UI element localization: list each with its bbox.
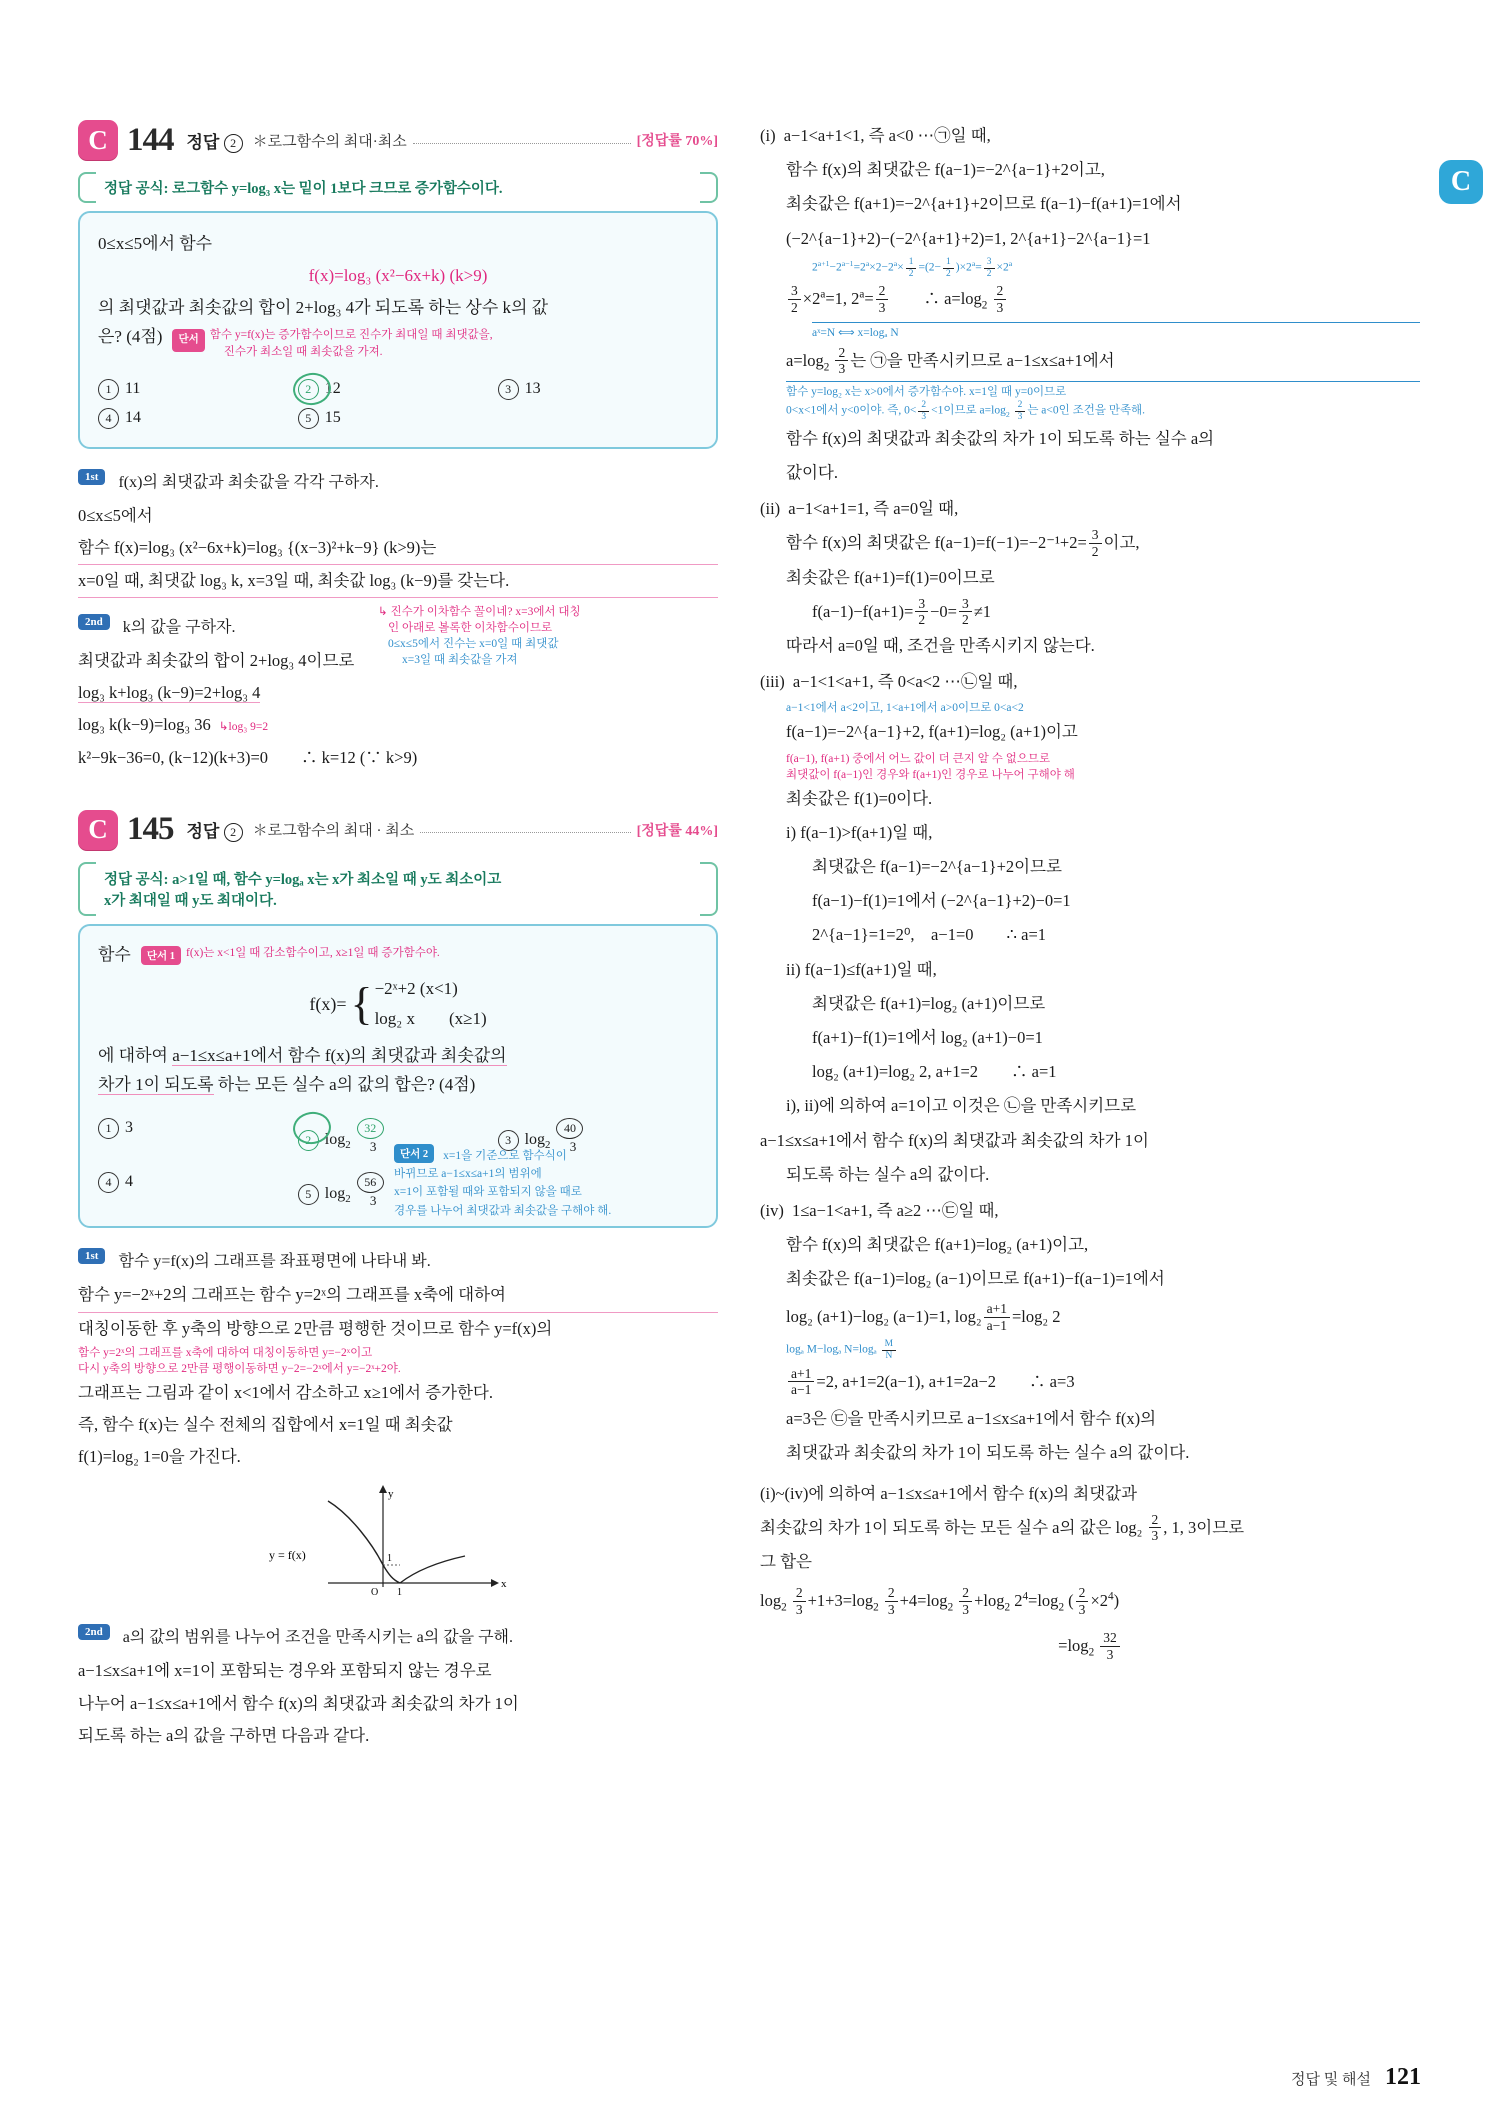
- conclusion-line2b: , 1, 3이므로: [1163, 1517, 1245, 1537]
- case-ii-line2: 함수 f(x)의 최댓값은 f(a−1)=f(−1)=−2⁻¹+2= $\frac{3}{2}$ 이고,: [786, 527, 1140, 559]
- choice-5-label: 15: [324, 408, 341, 426]
- problem-145: [78, 810, 718, 1752]
- case-ii-line4b: −0=: [930, 601, 957, 621]
- case-iii-line3: 최솟값은 f(1)=0이다.: [786, 788, 933, 808]
- problem-144: [78, 120, 718, 774]
- case-iv-label: (iv): [760, 1200, 784, 1220]
- x-axis-label: x: [501, 1578, 507, 1591]
- bracket-right: [700, 172, 718, 203]
- bracket-left-145: [78, 862, 96, 916]
- sol-line-b3: [78, 709, 718, 741]
- conclusion-line5: $=\log_2$ $\frac{32}{3}$: [760, 1625, 1420, 1668]
- case-i-label: (i): [760, 126, 776, 145]
- answer-label-145: 정답: [186, 822, 220, 842]
- formula-tip-145: [78, 864, 718, 914]
- case-ii-line5: 따라서 a=0일 때, 조건을 만족시키지 않는다.: [786, 636, 1095, 655]
- hint-note-2b: 바뀌므로 a−1≤x≤a+1의 범위에: [394, 1168, 542, 1181]
- case-i-line7: 함수 f(x)의 최댓값과 최솟값의 차가 1이 되도록 하는 실수 a의: [786, 428, 1215, 448]
- choice-3-num: 3: [498, 379, 519, 400]
- case-iii-note2: f(a−1), f(a+1) 중에서 어느 값이 더 큰지 알 수 없으므로: [786, 752, 1051, 765]
- step-2-header-145: [78, 1624, 718, 1647]
- y-axis-label: y: [388, 1488, 394, 1501]
- sol-line-b3-note: ↳log₃ 9=2: [218, 721, 269, 734]
- answer-choice-145: 2: [224, 823, 243, 842]
- leader-dots-145: [420, 820, 630, 833]
- choice-4[interactable]: [98, 404, 298, 433]
- case-iv-line2: 함수 f(x)의 최댓값은 f(a+1)=log₂ (a+1)이고,: [786, 1235, 1089, 1255]
- sol-145-note1: 함수 y=2ˣ의 그래프를 x축에 대하여 대칭이동하면 y=−2ˣ이고: [78, 1346, 373, 1359]
- case-iii-line5: a−1≤x≤a+1에서 함수 f(x)의 최댓값과 최솟값의 차가 1이: [760, 1130, 1149, 1150]
- q145-l3-b: a−1≤x≤a+1에서 함수 f(x)의 최댓값과 최솟값의: [172, 1045, 507, 1065]
- sol-line-b3-text: log₃ k(k−9)=log₃ 36: [78, 715, 211, 735]
- step-1-text-145: 함수 y=f(x)의 그래프를 좌표평면에 나타내 봐.: [118, 1253, 431, 1271]
- conclusion-line3: 그 합은: [760, 1552, 812, 1572]
- choice-4-num: 4: [98, 408, 119, 429]
- step-1-header-144: [78, 469, 718, 492]
- choice-2[interactable]: [298, 375, 498, 404]
- origin-label: O: [371, 1587, 379, 1599]
- choice-5-num: 5: [298, 408, 319, 429]
- piecewise-branches: [375, 974, 487, 1035]
- sol-line-b2: [78, 677, 718, 709]
- case-iii-note3: 최댓값이 f(a−1)인 경우와 f(a+1)인 경우로 나누어 구해야 해: [786, 768, 1075, 781]
- hint-note-line1: 함수 y=f(x)는 증가함수이므로 진수가 최대일 때 최댓값을,: [209, 329, 493, 342]
- step-1-header-145: [78, 1248, 718, 1271]
- step-2-tag: 2nd: [78, 614, 110, 630]
- right-column: [760, 120, 1420, 1670]
- case-iii-i-line1: i) f(a−1)>f(a+1)일 때,: [786, 822, 933, 842]
- curve-label: y = f(x): [269, 1548, 306, 1563]
- sol-145-note2: 다시 y축의 방향으로 2만큼 평행이동하면 y−2=−2ˣ에서 y=−2ˣ+2야.: [78, 1362, 401, 1375]
- case-ii-line2a: 함수 f(x)의 최댓값은 f(a−1)=f(−1)=−2⁻¹+2=: [786, 533, 1087, 553]
- problem-number-145: 145: [127, 811, 174, 848]
- choice-list-144: [98, 375, 698, 433]
- choice-145-4-num: 4: [98, 1172, 119, 1193]
- question-145-line3: [98, 1041, 698, 1071]
- step-2-side-note: [378, 604, 638, 668]
- choice-2-num: 2: [298, 379, 319, 400]
- hint-note-2d: 경우를 나누어 최댓값과 최솟값을 구해야 해.: [394, 1204, 612, 1217]
- q145-l3-a: 에 대하여: [98, 1045, 173, 1065]
- question-145-head-row: [98, 940, 698, 970]
- case-i-line1: a−1<a+1<1, 즉 a<0 ⋯㉠일 때,: [783, 126, 991, 145]
- y-tick-1: 1: [387, 1553, 392, 1565]
- leader-dots: [413, 131, 631, 144]
- function-notation: f(x)=: [309, 993, 347, 1014]
- case-iii-i-line3: f(a−1)−f(1)=1에서 (−2^{a−1}+2)−0=1: [812, 891, 1071, 911]
- question-line-2: f(x)=log₃ (x²−6x+k) (k>9): [308, 265, 488, 285]
- choice-145-4-label: 4: [125, 1173, 133, 1191]
- hint-note-2c: x=1이 포함될 때와 포함되지 않을 때로: [394, 1186, 582, 1199]
- case-ii-line4c: ≠1: [973, 601, 992, 621]
- choice-4-label: 14: [125, 408, 141, 426]
- case-iv-line4-text: log₂ (a+1)−log₂ (a−1)=1, log₂ $\frac{a+1}{a-1}$ =log₂ 2: [786, 1301, 1061, 1333]
- conclusion-line4: $\log_2$ $\frac{2}{3}$ $+1+3=\log_2$ $\frac{2}{3}$ $+4=\log_2$ $\frac{2}{3}$ $+\log_2$ $2^4=\log_2$ ( $\frac{2}{3}$ $\times 2^4$): [760, 1585, 1120, 1617]
- case-ii-line1: a−1<a+1=1, 즉 a=0일 때,: [788, 499, 959, 519]
- case-iv-line6: a=3은 ㉢을 만족시키므로 a−1≤x≤a+1에서 함수 f(x)의: [786, 1409, 1157, 1429]
- case-i-line2: 함수 f(x)의 최댓값은 f(a−1)=−2^{a−1}+2이고,: [786, 160, 1105, 180]
- sol-line-a2: 함수 f(x)=log₃ (x²−6x+k)=log₃ {(x−3)²+k−9} (k>9)는: [78, 532, 718, 565]
- sol-145-d3: 되도록 하는 a의 값을 구하면 다음과 같다.: [78, 1725, 370, 1745]
- case-iii-note1: a−1<1에서 a<2이고, 1<a+1에서 a>0이므로 0<a<2: [786, 702, 1024, 715]
- sol-145-c1: 함수 y=−2ˣ+2의 그래프는 함수 y=2ˣ의 그래프를 x축에 대하여: [78, 1279, 718, 1312]
- q145-l4-b: 하는 모든 실수 a의 값의 합은? (4점): [213, 1075, 476, 1095]
- problem-badge: C: [78, 120, 118, 160]
- case-iv-note1-text: logₐ M−logₐ N=logₐ: [786, 1343, 877, 1356]
- case-i-line6: $a=\log_2$ $\frac{2}{3}$ 는 ㉠을 만족시키므로 a−1≤x≤a+1에서: [786, 344, 1115, 377]
- sol-145-c2: 대칭이동한 후 y축의 방향으로 2만큼 평행한 것이므로 함수 y=f(x)의: [78, 1318, 553, 1338]
- case-iii-i-line2: 최댓값은 f(a−1)=−2^{a−1}+2이므로: [812, 857, 1062, 877]
- piece-2: log₂ x (x≥1): [374, 1009, 487, 1029]
- choice-1-label: 11: [125, 379, 141, 397]
- solution-144-part1: [78, 500, 718, 599]
- sol-145-d1: a−1≤x≤a+1에 x=1이 포함되는 경우와 포함되지 않는 경우로: [78, 1661, 492, 1681]
- case-i-line5: $\frac{3}{2}$ $\times 2^a=1$, $2^a=$ $\frac{2}{3}$ ∴ $a=\log_2$ $\frac{2}{3}$: [786, 279, 1420, 319]
- case-i-note2: aˣ=N ⟺ x=logₐ N: [812, 322, 1420, 341]
- question-line-1: 0≤x≤5에서 함수: [98, 234, 213, 253]
- brace-icon: {: [350, 977, 373, 1029]
- case-i-note4: 0<x<1에서 y<0이야. 즉, 0< $\frac{2}{3}$ <1이므로 $a=\log_2$ $\frac{2}{3}$ 는 a<0인 조건을 만족해.: [786, 400, 1146, 422]
- choice-145-3-num: 3: [498, 1130, 519, 1151]
- bracket-right-145: [700, 862, 718, 916]
- conclusion-line2: 최솟값의 차가 1이 되도록 하는 모든 실수 a의 값은 log₂ $\frac{2}{3}$ , 1, 3이므로: [760, 1511, 1245, 1544]
- choice-145-5-num: 5: [298, 1184, 319, 1205]
- sol-line-b1: 최댓값과 최솟값의 합이 2+log₃ 4이므로: [78, 651, 355, 671]
- choice-1-num: 1: [98, 379, 119, 400]
- choice-145-4[interactable]: [98, 1168, 298, 1212]
- formula-tip-144: [78, 174, 718, 201]
- problem-number: 144: [127, 121, 174, 158]
- sol-line-a3: x=0일 때, 최댓값 log₃ k, x=3일 때, 최솟값 log₃ (k−9)를 갖는다.: [78, 565, 718, 598]
- step-1-text: f(x)의 최댓값과 최솟값을 각각 구하자.: [118, 473, 379, 491]
- case-iii-i-line4: 2^{a−1}=1=2⁰, a−1=0 ∴ a=1: [812, 925, 1046, 945]
- case-iii-line2-text: f(a−1)=−2^{a−1}+2, f(a+1)=log₂ (a+1)이고: [786, 722, 1078, 742]
- answer-label: 정답: [186, 132, 220, 152]
- side-note-c: 0≤x≤5에서 진수는 x=0일 때 최댓값: [388, 638, 559, 651]
- side-note-a: 진수가 이차함수 꼴이네? x=3에서 대칭: [390, 606, 581, 619]
- choice-145-2-num: 2: [298, 1130, 319, 1151]
- y-axis-arrow: [379, 1485, 387, 1493]
- case-ii-line4a: f(a−1)−f(a+1)=: [812, 601, 914, 621]
- hint-tag-2: 단서 2: [394, 1144, 434, 1163]
- hint-tag-1: 단서 1: [141, 946, 181, 965]
- choice-145-1[interactable]: [98, 1114, 298, 1158]
- section-marker-c: C: [1439, 160, 1483, 204]
- x-tick-1: 1: [397, 1587, 402, 1599]
- case-iv-note1: logₐ M−logₐ N=logₐ $\frac{M}{N}$: [786, 1339, 1420, 1362]
- question-box-144: [78, 211, 718, 449]
- case-iii-line1: a−1<1<a+1, 즉 0<a<2 ⋯㉡일 때,: [792, 672, 1018, 692]
- sol-145-c3: 그래프는 그림과 같이 x<1에서 감소하고 x≥1에서 증가한다.: [78, 1382, 493, 1402]
- case-iv-line3: 최솟값은 f(a−1)=log₂ (a−1)이므로 f(a+1)−f(a−1)=1에서: [786, 1269, 1165, 1289]
- hint-note: [210, 327, 493, 360]
- hint-tag: 단서: [172, 329, 204, 351]
- case-iii-label: (iii): [760, 672, 785, 692]
- bracket-left: [78, 172, 96, 203]
- step-2-text: k의 값을 구하자.: [122, 619, 236, 637]
- question-box-145: [78, 924, 718, 1229]
- question-145-line4: [98, 1070, 698, 1100]
- piece-1: −2ˣ+2 (x<1): [374, 978, 458, 998]
- sol-145-d2: 나누어 a−1≤x≤a+1에서 함수 f(x)의 최댓값과 최솟값의 차가 1이: [78, 1693, 519, 1713]
- choice-3-label: 13: [524, 379, 541, 397]
- problem-answer: [187, 128, 243, 153]
- case-iv-line4: [786, 1297, 1420, 1337]
- page-number: 121: [1385, 2064, 1421, 2090]
- question-line-3: 의 최댓값과 최솟값의 합이 2+log₃ 4가 되도록 하는 상수 k의 값: [98, 297, 549, 317]
- sol-145-c4: 즉, 함수 f(x)는 실수 전체의 집합에서 x=1일 때 최솟값: [78, 1415, 453, 1435]
- problem-topic-145: ＊로그함수의 최대 · 최소: [252, 823, 415, 840]
- step-2-tag-145: 2nd: [78, 1624, 110, 1640]
- left-branch-curve: [328, 1501, 400, 1583]
- case-ii-label: (ii): [760, 499, 781, 519]
- step-1-tag: 1st: [78, 469, 105, 485]
- sol-line-b4: k²−9k−36=0, (k−12)(k+3)=0 ∴ k=12 (∵ k>9): [78, 747, 418, 767]
- case-iii-ii-line3: f(a+1)−f(1)=1에서 log₂ (a+1)−0=1: [812, 1028, 1043, 1047]
- case-ii-line4: f(a−1)−f(a+1)= $\frac{3}{2}$ −0= $\frac{3}{2}$ ≠1: [812, 595, 992, 628]
- hint-note-145-2: [394, 1144, 644, 1218]
- choice-145-5-label: $\log_2$ $\frac{56}{3}$: [325, 1185, 392, 1202]
- case-i-line3: 최솟값은 f(a+1)=−2^{a+1}+2이므로 f(a−1)−f(a+1)=1에서: [786, 194, 1182, 214]
- case-iii-ii-line2: 최댓값은 f(a+1)=log₂ (a+1)이므로: [812, 993, 1046, 1013]
- correct-rate: [정답률 70%]: [636, 134, 718, 149]
- case-iii-ii-line1: ii) f(a−1)≤f(a+1)일 때,: [786, 959, 937, 979]
- step-2-text-145: a의 값의 범위를 나누어 조건을 만족시키는 a의 값을 구해.: [122, 1629, 513, 1647]
- q145-l4-a: 차가 1이 되도록: [98, 1075, 214, 1095]
- choice-145-2-label: $\log_2$ $\frac{32}{3}$: [325, 1131, 392, 1148]
- choice-145-3-label: $\log_2$ $\frac{40}{3}$: [525, 1131, 592, 1148]
- sol-line-a1: 0≤x≤5에서: [78, 505, 153, 525]
- conclusion-line1: (i)~(iv)에 의하여 a−1≤x≤a+1에서 함수 f(x)의 최댓값과: [760, 1483, 1138, 1503]
- question-line-4-row: [98, 322, 698, 360]
- conclusion-line2a: 최솟값의 차가 1이 되도록 하는 모든 실수 a의 값은 log₂: [760, 1517, 1143, 1537]
- case-iii-line2: [786, 716, 1420, 748]
- choice-5[interactable]: [298, 404, 498, 433]
- question-line-4: 은? (4점): [98, 327, 163, 347]
- note-arrow: ↳: [378, 606, 388, 619]
- solution-145-part2: [78, 1655, 718, 1752]
- problem-144-header: [78, 120, 718, 160]
- case-i-line8: 값이다.: [786, 462, 838, 482]
- case-iv-line5: $\frac{a+1}{a-1}$ =2, a+1=2(a−1), a+1=2a−2 ∴ a=3: [786, 1362, 1420, 1402]
- step-1-tag-145: 1st: [78, 1248, 105, 1264]
- case-iv-line4a: log₂ (a+1)−log₂ (a−1)=1, log₂: [786, 1307, 982, 1327]
- formula-tip-145-line1: 정답 공식: a>1일 때, 함수 y=logₐ x는 x가 최소일 때 y도 최소이고: [104, 871, 502, 888]
- question-145-head: 함수: [98, 944, 131, 964]
- formula-tip-145-line2: x가 최대일 때 y도 최대이다.: [104, 892, 277, 909]
- hint-note-2a: x=1을 기준으로 함수식이: [443, 1150, 567, 1163]
- choice-145-1-label: 3: [125, 1119, 133, 1137]
- piecewise-function: [98, 974, 698, 1035]
- graph-figure: [233, 1483, 563, 1608]
- case-iv-line5a: =2, a+1=2(a−1), a+1=2a−2 ∴ a=3: [816, 1371, 1075, 1391]
- problem-145-header: [78, 810, 718, 850]
- case-i-note1: $2^{a+1}-2^{a-1}=2^a\times 2-2^a\times$ $\frac{1}{2}$ =(2− $\frac{1}{2}$ )$\times 2^a=$ $\frac{3}{2}$ $\times 2^a$: [812, 256, 1013, 279]
- choice-1[interactable]: [98, 375, 298, 404]
- log-note: log₃ 9=2: [228, 721, 269, 734]
- case-iii-ii-line4: log₂ (a+1)=log₂ 2, a+1=2 ∴ a=1: [812, 1062, 1057, 1082]
- case-iv-line4b: =log₂ 2: [1012, 1307, 1061, 1327]
- sol-line-b2-text: log₃ k+log₃ (k−9)=2+log₃ 4: [78, 683, 261, 703]
- case-ii-line2b: 이고,: [1103, 533, 1140, 553]
- side-note-b: 인 아래로 볼록한 이차함수이므로: [388, 622, 553, 635]
- case-i: [760, 120, 1420, 152]
- case-iv: [760, 1195, 1420, 1227]
- x-axis-arrow: [491, 1579, 499, 1587]
- answer-choice: 2: [224, 134, 243, 153]
- formula-tip-text: 정답 공식: 로그함수 y=log₃ x는 밑이 1보다 크므로 증가함수이다.: [104, 181, 503, 197]
- hint-note-145-1: f(x)는 x<1일 때 감소함수이고, x≥1일 때 증가함수야.: [186, 946, 440, 959]
- choice-list-145: [98, 1114, 698, 1217]
- left-column: [78, 120, 718, 1752]
- case-iv-line7: 최댓값과 최솟값의 차가 1이 되도록 하는 실수 a의 값이다.: [786, 1443, 1190, 1463]
- right-branch-curve: [400, 1556, 465, 1583]
- footer-label: 정답 및 해설: [1291, 2072, 1371, 2088]
- case-ii: [760, 493, 1420, 525]
- solution-145-part1: [78, 1279, 718, 1473]
- hint-note-line2: 진수가 최소일 때 최솟값을 가져.: [223, 345, 383, 358]
- sol-145-c5: f(1)=log₂ 1=0을 가진다.: [78, 1447, 241, 1467]
- correct-rate-145: [정답률 44%]: [636, 823, 718, 839]
- problem-answer-145: [187, 817, 243, 842]
- case-iii: [760, 666, 1420, 698]
- case-ii-line3: 최솟값은 f(a+1)=f(1)=0이므로: [786, 567, 995, 587]
- page-footer: [0, 2064, 1505, 2091]
- choice-145-1-num: 1: [98, 1118, 119, 1139]
- choice-2-label: 12: [324, 379, 341, 397]
- case-iv-line1: 1≤a−1<a+1, 즉 a≥2 ⋯㉢일 때,: [791, 1200, 999, 1220]
- function-graph-svg: [233, 1483, 563, 1603]
- case-iii-line4: i), ii)에 의하여 a=1이고 이것은 ㉡을 만족시키므로: [786, 1096, 1137, 1116]
- problem-topic: ＊로그함수의 최대·최소: [252, 133, 407, 150]
- choice-3[interactable]: [498, 375, 698, 404]
- side-note-d: x=3일 때 최솟값을 가져: [402, 654, 518, 667]
- case-i-note3: 함수 y=log₂ x는 x>0에서 증가함수야. x=1일 때 y=0이므로: [786, 381, 1420, 400]
- case-i-line4: (−2^{a−1}+2)−(−2^{a+1}+2)=1, 2^{a+1}−2^{a−1}=1: [786, 228, 1151, 248]
- case-iii-line6: 되도록 하는 실수 a의 값이다.: [786, 1164, 990, 1184]
- problem-badge-145: C: [78, 810, 118, 850]
